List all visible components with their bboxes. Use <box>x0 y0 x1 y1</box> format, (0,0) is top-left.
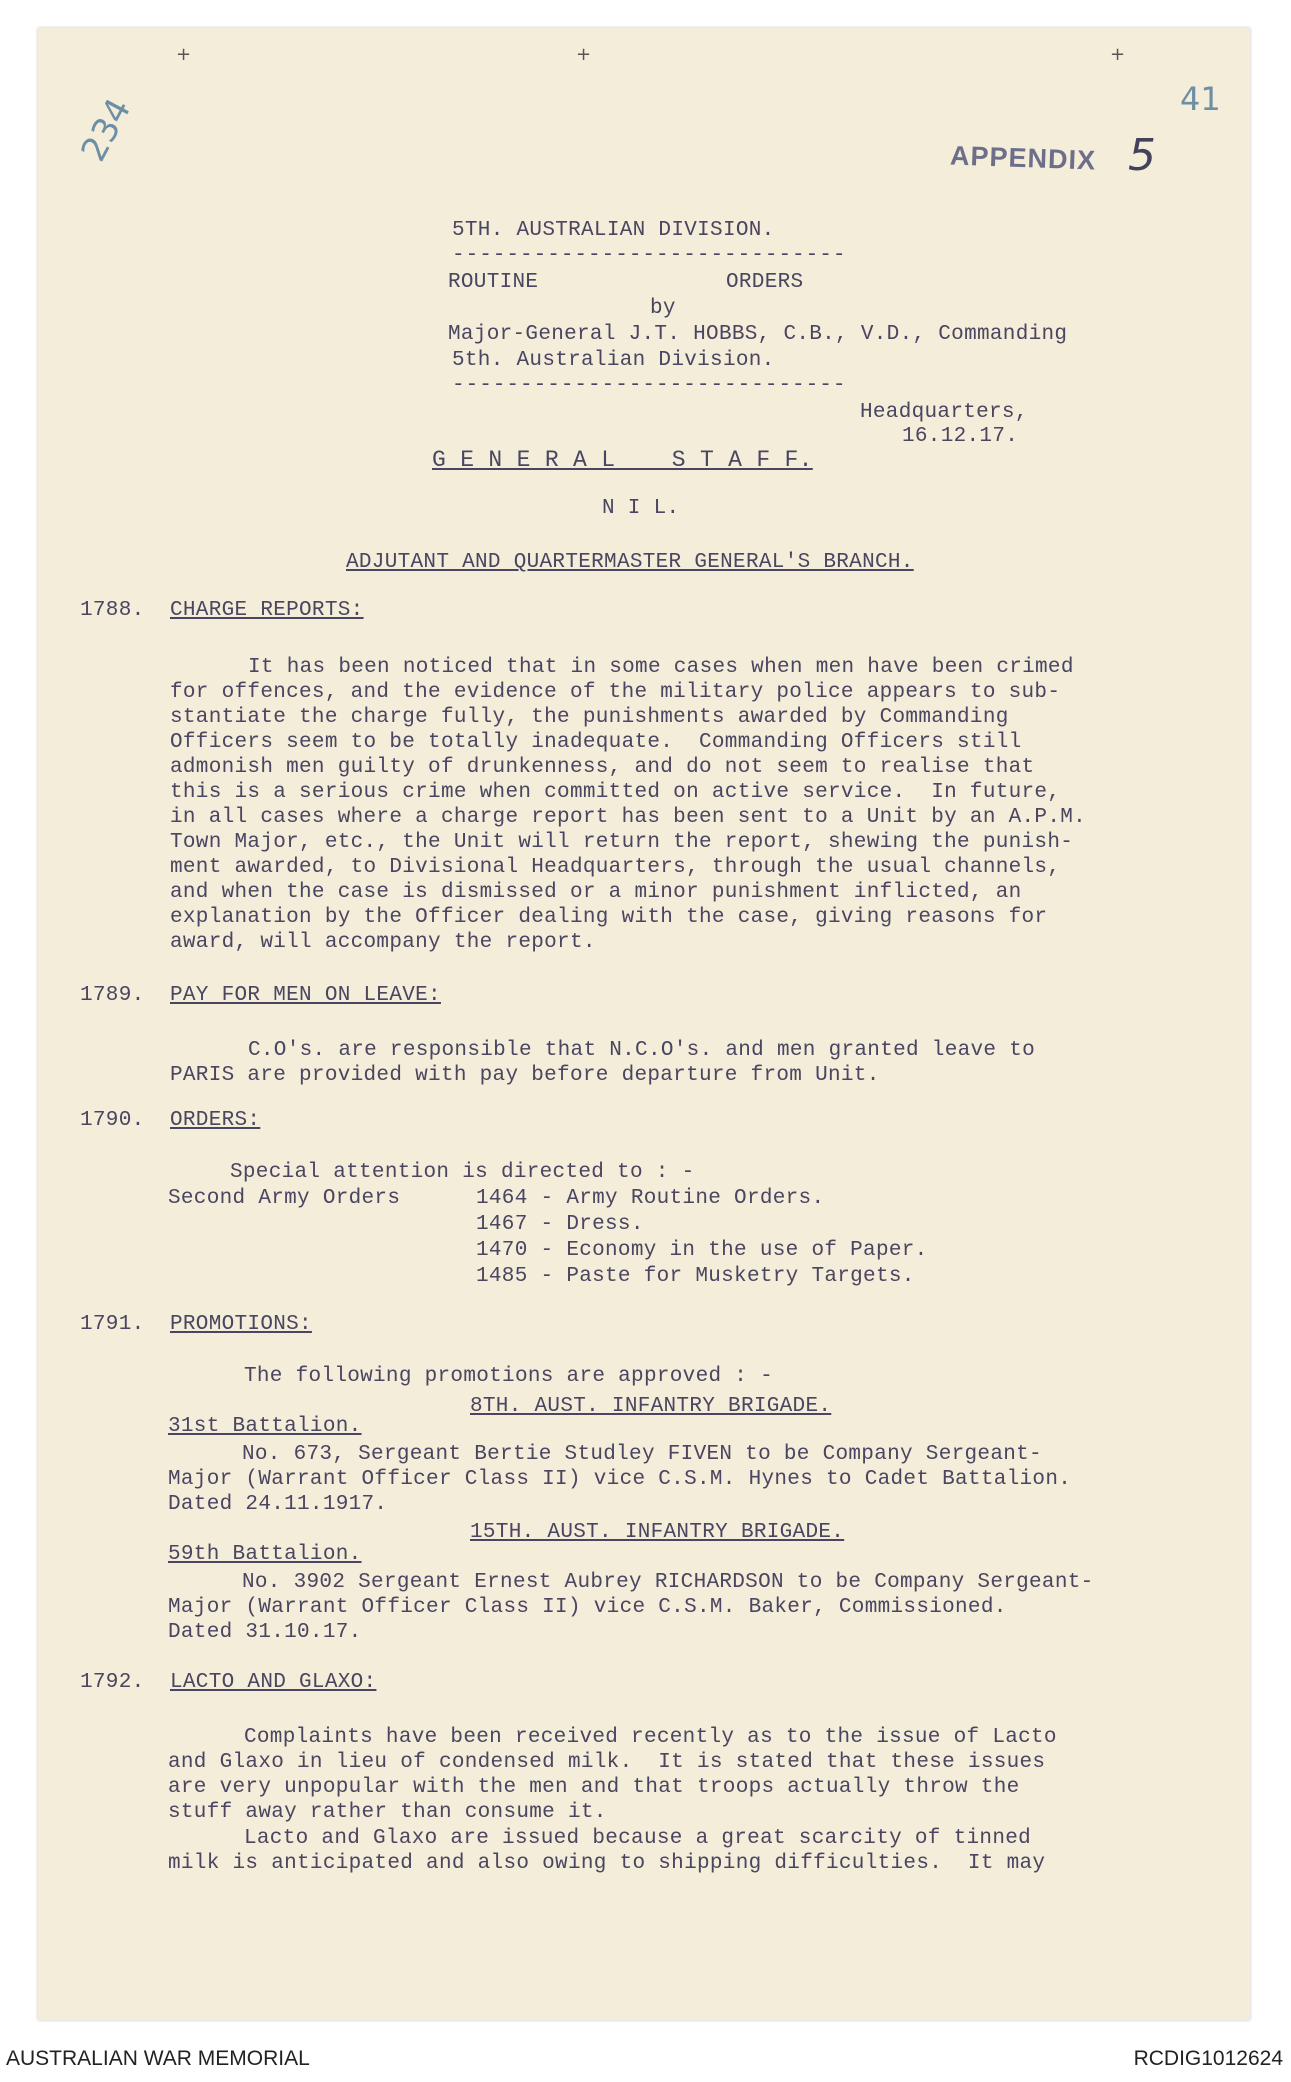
para-line: stuff away rather than consume it. <box>168 1801 607 1824</box>
order-item: 1470 - Economy in the use of Paper. <box>476 1239 928 1262</box>
unit-heading: 59th Battalion. <box>168 1543 362 1566</box>
order-date: 16.12.17. <box>902 425 1019 448</box>
orders-label: ORDERS <box>726 271 804 294</box>
order-title: ORDERS: <box>170 1109 261 1132</box>
unit-heading: 31st Battalion. <box>168 1415 362 1438</box>
order-title: LACTO AND GLAXO: <box>170 1671 377 1694</box>
para-line: and when the case is dismissed or a minor punishment inflicted, an <box>170 881 1022 904</box>
appendix-number: 5 <box>1128 130 1156 181</box>
order-number: 1791. <box>80 1313 145 1336</box>
brigade-heading: 15TH. AUST. INFANTRY BRIGADE. <box>470 1521 845 1544</box>
by-label: by <box>650 297 676 320</box>
para-line: stantiate the charge fully, the punishments awarded by Commanding <box>170 706 1009 729</box>
order-title: PROMOTIONS: <box>170 1313 312 1336</box>
para-line: admonish men guilty of drunkenness, and do not seem to realise that <box>170 756 1035 779</box>
order-number: 1788. <box>80 599 145 622</box>
order-number: 1790. <box>80 1109 145 1132</box>
para-line: Complaints have been received recently as to the issue of Lacto <box>244 1726 1057 1749</box>
para-line: Major (Warrant Officer Class II) vice C.S.M. Baker, Commissioned. <box>168 1596 1007 1619</box>
nil-label: N I L. <box>602 497 680 520</box>
order-item: 1467 - Dress. <box>476 1213 644 1236</box>
order-item: 1485 - Paste for Musketry Targets. <box>476 1265 915 1288</box>
division-line: 5th. Australian Division. <box>452 349 775 372</box>
para-line: No. 673, Sergeant Bertie Studley FIVEN to be Company Sergeant- <box>242 1443 1042 1466</box>
order-number: 1792. <box>80 1671 145 1694</box>
para-line: ment awarded, to Divisional Headquarters, through the usual channels, <box>170 856 1061 879</box>
para-line: for offences, and the evidence of the military police appears to sub- <box>170 681 1061 704</box>
pencil-folio-right: 41 <box>1180 80 1221 118</box>
para-line: Town Major, etc., the Unit will return the report, shewing the punish- <box>170 831 1074 854</box>
headquarters: Headquarters, <box>860 401 1028 424</box>
para-line: and Glaxo in lieu of condensed milk. It is stated that these issues <box>168 1751 1046 1774</box>
routine-label: ROUTINE <box>448 271 539 294</box>
para-line: this is a serious crime when committed on active service. In future, <box>170 781 1061 804</box>
footer-credit: AUSTRALIAN WAR MEMORIAL <box>6 2047 310 2070</box>
para-line: The following promotions are approved : - <box>244 1365 773 1388</box>
punch-mark: + <box>576 44 592 65</box>
para-line: Major (Warrant Officer Class II) vice C.S.M. Hynes to Cadet Battalion. <box>168 1468 1072 1491</box>
brigade-heading: 8TH. AUST. INFANTRY BRIGADE. <box>470 1395 832 1418</box>
appendix-stamp: APPENDIX <box>949 140 1097 176</box>
order-item: 1464 - Army Routine Orders. <box>476 1187 825 1210</box>
para-line: milk is anticipated and also owing to shipping difficulties. It may <box>168 1852 1046 1875</box>
para-line: Dated 24.11.1917. <box>168 1493 388 1516</box>
pencil-folio-left: 234 <box>73 91 140 169</box>
aqmg-heading: ADJUTANT AND QUARTERMASTER GENERAL'S BRANCH. <box>346 551 914 574</box>
order-title: PAY FOR MEN ON LEAVE: <box>170 984 441 1007</box>
para-line: C.O's. are responsible that N.C.O's. and men granted leave to <box>248 1039 1036 1062</box>
para-line: No. 3902 Sergeant Ernest Aubrey RICHARDSON to be Company Sergeant- <box>242 1571 1094 1594</box>
para-line: Officers seem to be totally inadequate. Commanding Officers still <box>170 731 1022 754</box>
header-rule: ----------------------------- <box>452 244 847 267</box>
para-line: Lacto and Glaxo are issued because a great scarcity of tinned <box>244 1827 1032 1850</box>
para-line: explanation by the Officer dealing with the case, giving reasons for <box>170 906 1048 929</box>
orders-source: Second Army Orders <box>168 1187 401 1210</box>
order-number: 1789. <box>80 984 145 1007</box>
para-line: Special attention is directed to : - <box>230 1161 695 1184</box>
commander-line: Major-General J.T. HOBBS, C.B., V.D., Commanding <box>448 323 1068 346</box>
para-line: in all cases where a charge report has been sent to a Unit by an A.P.M. <box>170 806 1087 829</box>
para-line: Dated 31.10.17. <box>168 1621 362 1644</box>
para-line: award, will accompany the report. <box>170 931 596 954</box>
header-rule-2: ----------------------------- <box>452 374 847 397</box>
general-staff-heading: G E N E R A L S T A F F. <box>432 447 813 473</box>
para-line: PARIS are provided with pay before departure from Unit. <box>170 1064 880 1087</box>
order-title: CHARGE REPORTS: <box>170 599 364 622</box>
division-title: 5TH. AUSTRALIAN DIVISION. <box>452 219 775 242</box>
punch-mark: + <box>176 44 192 65</box>
para-line: are very unpopular with the men and that troops actually throw the <box>168 1776 1020 1799</box>
para-line: It has been noticed that in some cases when men have been crimed <box>248 656 1074 679</box>
punch-mark: + <box>1110 44 1126 65</box>
footer-id: RCDIG1012624 <box>1133 2047 1283 2070</box>
